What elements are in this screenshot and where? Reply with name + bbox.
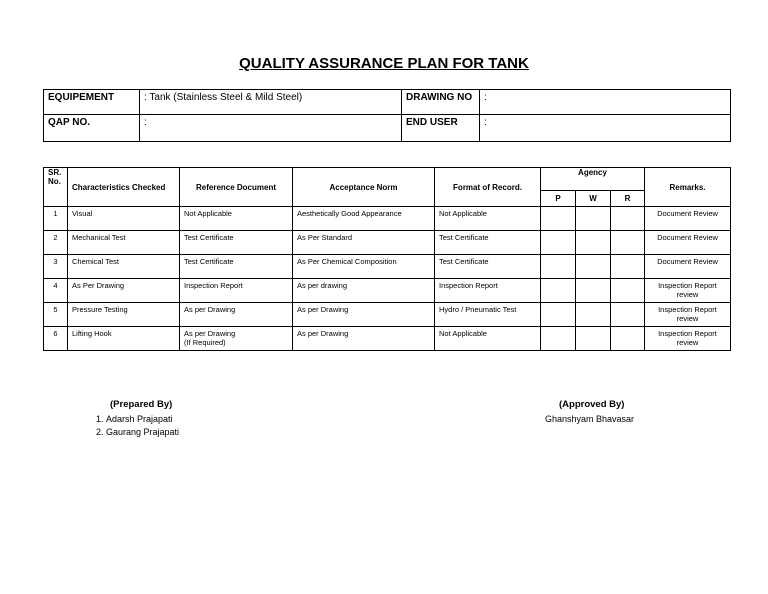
sr-cell-text: 5 [53, 305, 58, 314]
table-row [44, 327, 731, 351]
qap-label: QAP NO. [44, 115, 140, 142]
agency-p-cell [541, 327, 576, 351]
remarks-cell-text: Inspection Report review [658, 329, 717, 347]
format-cell-text: Not Applicable [439, 209, 487, 218]
remarks-cell [645, 279, 731, 303]
qap-value: : [140, 115, 402, 142]
reference-note: (If Required) [184, 338, 226, 347]
approved-by-heading: (Approved By) [559, 399, 625, 410]
sr-cell-text: 4 [53, 281, 58, 290]
agency-r-header: R [611, 191, 645, 207]
drawing-value: : [480, 90, 731, 115]
remarks-cell [645, 207, 731, 231]
acceptance-cell-text: As Per Chemical Composition [297, 257, 397, 266]
sr-no-header: SR. No. [44, 168, 68, 207]
end-user-label: END USER [402, 115, 480, 142]
prepared-by-heading: (Prepared By) [110, 399, 173, 410]
prepared-by-section [88, 399, 179, 440]
acceptance-cell [293, 279, 435, 303]
remarks-cell-text: Document Review [657, 233, 718, 242]
agency-w-cell [576, 303, 611, 327]
format-cell [435, 327, 541, 351]
end-user-value: : [480, 115, 731, 142]
acceptance-header: Acceptance Norm [293, 168, 435, 207]
sr-cell [44, 279, 68, 303]
agency-w-cell [576, 231, 611, 255]
remarks-cell [645, 303, 731, 327]
remarks-cell-text: Inspection Report review [658, 281, 717, 299]
reference-cell [180, 327, 293, 351]
agency-p-cell [541, 207, 576, 231]
table-row [44, 207, 731, 231]
format-cell [435, 303, 541, 327]
sr-cell [44, 231, 68, 255]
sr-cell-text: 6 [53, 329, 58, 338]
reference-cell [180, 207, 293, 231]
table-row [44, 255, 731, 279]
reference-cell [180, 303, 293, 327]
reference-cell-text: As per Drawing [184, 305, 236, 314]
prepared-by-name: 2. Gaurang Prajapati [106, 427, 179, 437]
qap-table [43, 167, 731, 351]
characteristic-cell [68, 255, 180, 279]
characteristic-cell-text: Chemical Test [72, 257, 119, 266]
remarks-cell-text: Inspection Report review [658, 305, 717, 323]
acceptance-cell-text: As per Drawing [297, 329, 349, 338]
characteristic-cell-text: Visual [72, 209, 93, 218]
characteristic-cell [68, 279, 180, 303]
agency-r-cell [611, 303, 645, 327]
remarks-cell-text: Document Review [657, 209, 718, 218]
table-header-row [44, 168, 731, 191]
acceptance-cell [293, 327, 435, 351]
reference-cell [180, 255, 293, 279]
prepared-by-list [88, 414, 179, 437]
characteristic-cell [68, 231, 180, 255]
acceptance-cell-text: As Per Standard [297, 233, 353, 242]
format-cell-text: Not Applicable [439, 329, 487, 338]
agency-p-cell [541, 303, 576, 327]
format-cell [435, 231, 541, 255]
table-row [44, 231, 731, 255]
agency-r-cell [611, 255, 645, 279]
agency-r-cell [611, 207, 645, 231]
agency-r-cell [611, 327, 645, 351]
acceptance-cell [293, 255, 435, 279]
header-table [43, 89, 731, 142]
sr-cell [44, 303, 68, 327]
format-cell-text: Inspection Report [439, 281, 498, 290]
acceptance-cell [293, 207, 435, 231]
sr-cell-text: 1 [53, 209, 58, 218]
format-cell-text: Test Certificate [439, 233, 489, 242]
characteristic-cell [68, 207, 180, 231]
reference-header: Reference Document [180, 168, 293, 207]
prepared-by-name: 1. Adarsh Prajapati [106, 414, 179, 424]
reference-cell-text: As per Drawing [184, 329, 236, 338]
header-row-equipment [44, 90, 731, 115]
agency-r-cell [611, 231, 645, 255]
agency-w-cell [576, 207, 611, 231]
format-cell-text: Hydro / Pneumatic Test [439, 305, 517, 314]
remarks-cell [645, 327, 731, 351]
reference-cell-text: Test Certificate [184, 233, 234, 242]
sr-cell [44, 255, 68, 279]
agency-w-cell [576, 279, 611, 303]
acceptance-cell-text: As per drawing [297, 281, 348, 290]
acceptance-cell [293, 231, 435, 255]
drawing-label: DRAWING NO [402, 90, 480, 115]
format-cell-text: Test Certificate [439, 257, 489, 266]
characteristic-cell [68, 327, 180, 351]
format-header: Format of Record. [435, 168, 541, 207]
acceptance-cell [293, 303, 435, 327]
reference-cell-text: Inspection Report [184, 281, 243, 290]
characteristic-cell-text: Pressure Testing [72, 305, 128, 314]
format-cell [435, 207, 541, 231]
reference-cell [180, 279, 293, 303]
agency-header: Agency [541, 168, 645, 191]
approved-by-section [545, 399, 634, 424]
agency-p-cell [541, 255, 576, 279]
agency-w-header: W [576, 191, 611, 207]
approved-by-name: Ghanshyam Bhavasar [545, 414, 635, 424]
format-cell [435, 279, 541, 303]
sr-cell [44, 327, 68, 351]
characteristics-header: Characteristics Checked [68, 168, 180, 207]
remarks-cell-text: Document Review [657, 257, 718, 266]
header-row-qap [44, 115, 731, 142]
reference-cell-text: Not Applicable [184, 209, 232, 218]
table-row [44, 279, 731, 303]
sr-cell-text: 3 [53, 257, 58, 266]
remarks-header: Remarks. [645, 168, 731, 207]
agency-w-cell [576, 327, 611, 351]
characteristic-cell-text: Mechanical Test [72, 233, 126, 242]
page-title: QUALITY ASSURANCE PLAN FOR TANK [239, 55, 529, 72]
characteristic-cell-text: Lifting Hook [72, 329, 112, 338]
acceptance-cell-text: Aesthetically Good Appearance [297, 209, 402, 218]
characteristic-cell [68, 303, 180, 327]
characteristic-cell-text: As Per Drawing [72, 281, 125, 290]
equipment-label: EQUIPEMENT [44, 90, 140, 115]
acceptance-cell-text: As per Drawing [297, 305, 349, 314]
agency-w-cell [576, 255, 611, 279]
agency-r-cell [611, 279, 645, 303]
sr-cell [44, 207, 68, 231]
remarks-cell [645, 255, 731, 279]
agency-p-cell [541, 279, 576, 303]
agency-p-cell [541, 231, 576, 255]
table-row [44, 303, 731, 327]
equipment-value: : Tank (Stainless Steel & Mild Steel) [140, 90, 402, 115]
sr-cell-text: 2 [53, 233, 58, 242]
reference-cell-text: Test Certificate [184, 257, 234, 266]
format-cell [435, 255, 541, 279]
remarks-cell [645, 231, 731, 255]
agency-p-header: P [541, 191, 576, 207]
reference-cell [180, 231, 293, 255]
